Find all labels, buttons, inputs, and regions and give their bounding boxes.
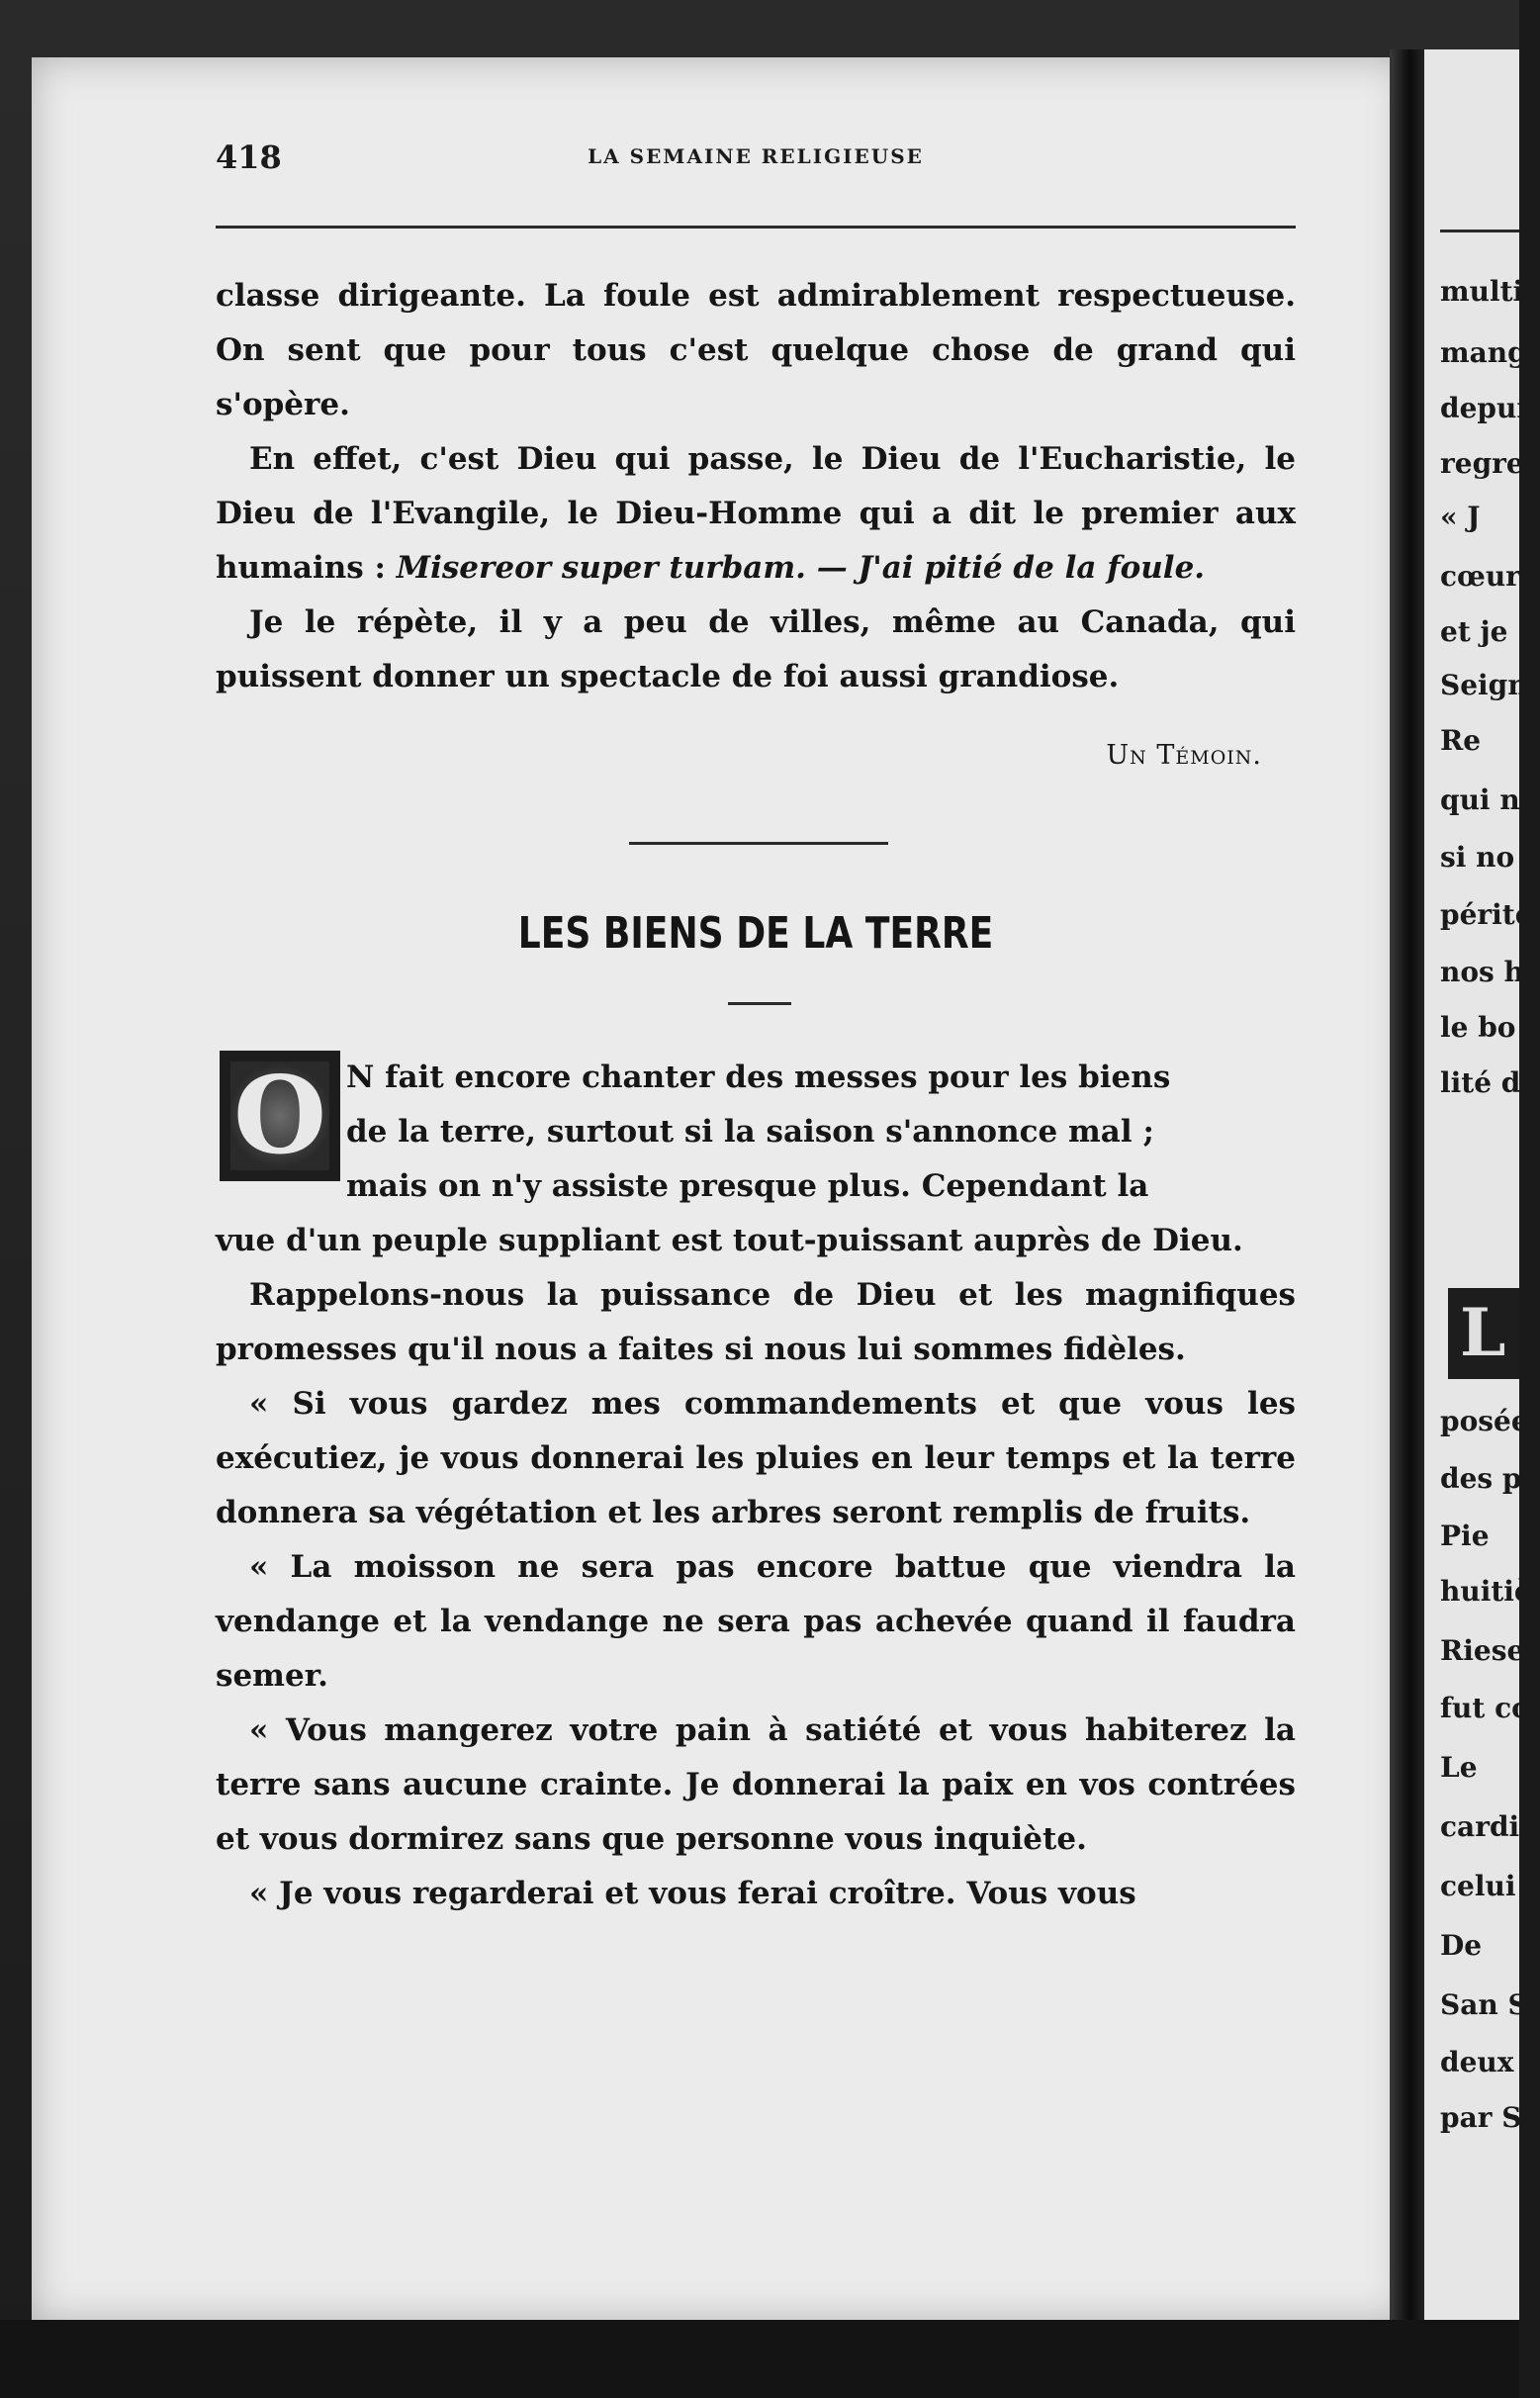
header-rule bbox=[216, 226, 1296, 229]
paragraph: Rappelons-nous la puissance de Dieu et les magnifiques promesses qu'il nous a faites si nous lui sommes fidèles. bbox=[216, 1277, 1296, 1367]
right-page-line: Re bbox=[1440, 724, 1482, 757]
right-page-rule bbox=[1440, 230, 1519, 232]
title-rule bbox=[728, 1002, 791, 1005]
latin-quote: Misereor super turbam. — J'ai pitié de la foule. bbox=[396, 550, 1206, 586]
right-page-line: cardir bbox=[1440, 1810, 1534, 1843]
right-page-line: et je bbox=[1440, 615, 1508, 648]
signature bbox=[216, 740, 1262, 771]
right-page-line: « J bbox=[1440, 501, 1481, 533]
dropcap-lines bbox=[346, 1051, 1296, 1214]
right-page-line: périté bbox=[1440, 898, 1533, 931]
paragraph: Je le répète, il y a peu de villes, même au Canada, qui puissent donner un spectacle de foi aussi grandiose. bbox=[216, 604, 1296, 694]
signature-text: Un Témoin. bbox=[1106, 740, 1262, 771]
right-page-line: deux bbox=[1440, 2046, 1514, 2078]
scan-bottom-edge bbox=[0, 2320, 1519, 2398]
right-page-line: si no bbox=[1440, 841, 1515, 874]
right-page-dropcap bbox=[1448, 1288, 1519, 1379]
section-separator bbox=[629, 842, 888, 845]
paragraph: vue d'un peuple suppliant est tout-puissant auprès de Dieu. bbox=[216, 1223, 1243, 1258]
right-page-line: depui bbox=[1440, 392, 1527, 424]
running-head bbox=[216, 138, 1296, 178]
right-page-line: celui bbox=[1440, 1870, 1516, 1902]
paragraph: classe dirigeante. La foule est admirablement respectueuse. On sent que pour tous c'est quelque chose de grand qui s'opère. bbox=[216, 278, 1296, 422]
text-line: N fait encore chanter des messes pour les biens bbox=[346, 1060, 1171, 1095]
running-title: LA SEMAINE RELIGIEUSE bbox=[588, 144, 924, 168]
right-page-line: le bo bbox=[1440, 1011, 1516, 1044]
paragraph: « La moisson ne sera pas encore battue que viendra la vendange et la vendange ne sera pas achevée quand il faudra semer. bbox=[216, 1549, 1296, 1694]
article-continuation bbox=[216, 269, 1296, 704]
right-page-line: Pie bbox=[1440, 1520, 1490, 1552]
right-page-line: San S bbox=[1440, 1988, 1528, 2021]
right-page-line: Le bbox=[1440, 1751, 1478, 1784]
paragraph: « Je vous regarderai et vous ferai croître. Vous vous bbox=[249, 1876, 1136, 1911]
right-page-line: fut co bbox=[1440, 1692, 1530, 1724]
dropcap-letter: O bbox=[232, 1054, 327, 1178]
paragraph bbox=[216, 432, 1296, 596]
right-page-line: qui ne bbox=[1440, 784, 1538, 816]
text-line: mais on n'y assiste presque plus. Cependant la bbox=[346, 1168, 1149, 1204]
section-title: LES BIENS DE LA TERRE bbox=[517, 908, 994, 959]
paragraph: « Vous mangerez votre pain à satiété et vous habiterez la terre sans aucune crainte. Je donnerai la paix en vos contrées et vous dormirez sans que personne vous inquiète. bbox=[216, 1712, 1296, 1857]
ornamental-dropcap bbox=[220, 1051, 340, 1181]
right-page-line: par Sa bbox=[1440, 2101, 1540, 2134]
right-page-line: mang bbox=[1440, 336, 1527, 369]
right-page-line: cœur bbox=[1440, 560, 1520, 593]
dropcap-ornament-icon bbox=[230, 1054, 329, 1178]
right-page-line: des pa bbox=[1440, 1462, 1540, 1495]
right-page-line: Riese bbox=[1440, 1634, 1525, 1667]
book-gutter bbox=[1390, 49, 1429, 2335]
right-page-line: posée bbox=[1440, 1405, 1529, 1437]
right-page-line: Seign bbox=[1440, 669, 1528, 701]
right-page-line: nos h bbox=[1440, 956, 1524, 988]
right-page-line: huitiè bbox=[1440, 1575, 1532, 1608]
page-number: 418 bbox=[216, 138, 282, 176]
paragraph-text: En effet, c'est Dieu qui passe, le Dieu de l'Eucharistie, le Dieu de l'Evangile, le Dieu-Homme qui a dit le premier aux humains : Misereor super turbam. — J'ai pitié de la foule. bbox=[216, 441, 1296, 586]
right-dropcap-letter: L bbox=[1460, 1294, 1506, 1371]
article-body bbox=[216, 1214, 1296, 1921]
text-line: de la terre, surtout si la saison s'annonce mal ; bbox=[346, 1114, 1154, 1150]
right-page-line: De bbox=[1440, 1929, 1483, 1962]
right-page-line: regre bbox=[1440, 447, 1524, 480]
right-page-line: lité d bbox=[1440, 1066, 1521, 1099]
right-page-line: multi bbox=[1440, 275, 1524, 308]
paragraph: « Si vous gardez mes commandements et que vous les exécutiez, je vous donnerai les pluies en leur temps et la terre donnera sa végétation et les arbres seront remplis de fruits. bbox=[216, 1386, 1296, 1530]
